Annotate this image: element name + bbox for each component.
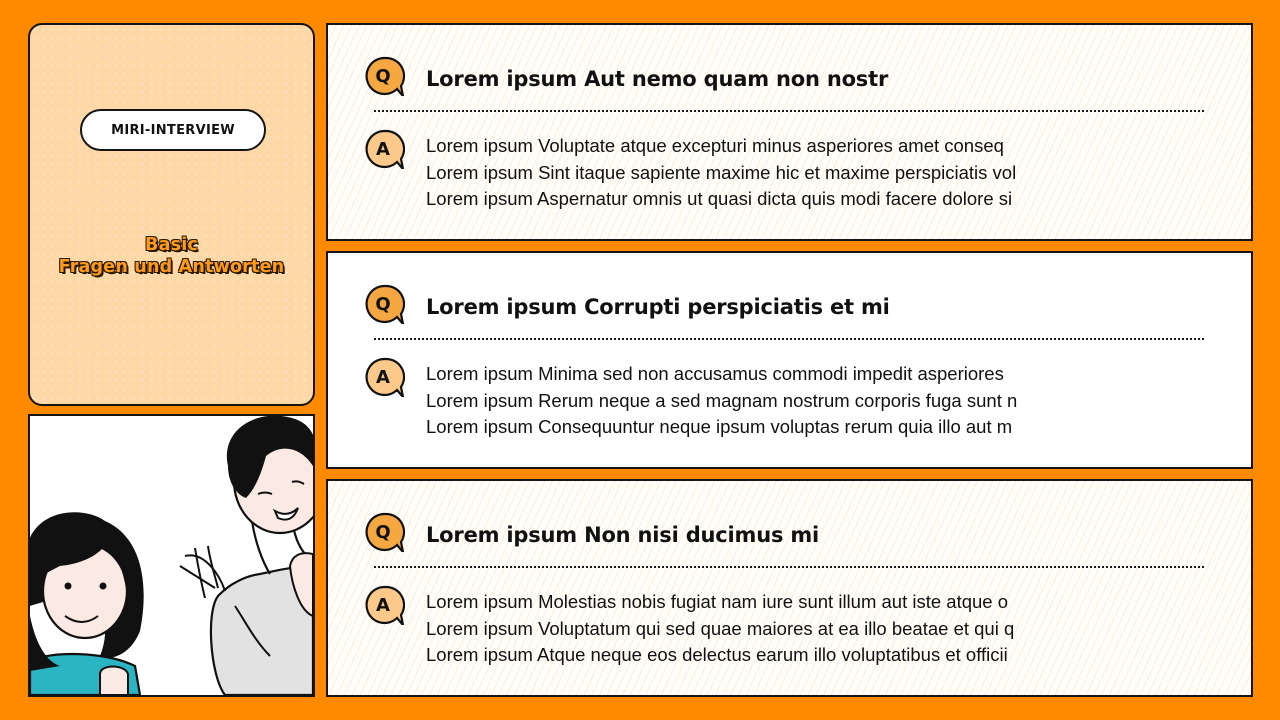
qa-card-1 <box>326 23 1253 241</box>
answer-badge-icon <box>365 585 405 625</box>
subtitle-line-2: Fragen und Antworten <box>58 257 285 277</box>
dotted-divider <box>374 566 1204 568</box>
svg-text:Q: Q <box>375 294 391 315</box>
answer-line: Lorem ipsum Molestias nobis fugiat nam iure sunt illum aut iste atque o <box>426 591 1009 612</box>
illustration-card <box>28 414 315 697</box>
pill-label: MIRI-INTERVIEW <box>111 122 235 138</box>
svg-text:Q: Q <box>375 522 391 543</box>
qa-card-2 <box>326 251 1253 469</box>
answer-line: Lorem ipsum Rerum neque a sed magnam nostrum corporis fuga sunt n <box>426 389 1018 411</box>
answer-text <box>426 361 1017 441</box>
answer-line: Lorem ipsum Atque neque eos delectus earum illo voluptatibus et officii <box>426 644 1008 665</box>
answer-text <box>426 589 1014 669</box>
answer-line: Lorem ipsum Consequuntur neque ipsum voluptas rerum quia illo aut m <box>426 416 1013 437</box>
svg-text:A: A <box>376 595 390 616</box>
qa-card-3 <box>326 479 1253 697</box>
svg-text:A: A <box>376 367 390 388</box>
answer-line: Lorem ipsum Minima sed non accusamus commodi impedit asperiores <box>426 363 1004 384</box>
answer-line: Lorem ipsum Voluptatum qui sed quae maiores at ea illo beatae et qui q <box>426 617 1015 639</box>
question-badge-icon <box>365 284 405 324</box>
question-text: Lorem ipsum Corrupti perspiciatis et mi <box>426 295 890 319</box>
answer-badge-icon <box>365 129 405 169</box>
title-card <box>28 23 315 406</box>
svg-text:Q: Q <box>375 66 391 87</box>
answer-line: Lorem ipsum Sint itaque sapiente maxime hic et maxime perspiciatis vol <box>426 161 1017 183</box>
question-text: Lorem ipsum Aut nemo quam non nostr <box>426 67 889 91</box>
question-text: Lorem ipsum Non nisi ducimus mi <box>426 523 820 547</box>
svg-text:A: A <box>376 139 390 160</box>
question-badge-icon <box>365 512 405 552</box>
dotted-divider <box>374 110 1204 112</box>
answer-line: Lorem ipsum Aspernatur omnis ut quasi dicta quis modi facere dolore si <box>426 188 1013 209</box>
subtitle-line-1: Basic <box>145 235 198 255</box>
interview-label-pill <box>80 109 266 151</box>
answer-line: Lorem ipsum Voluptate atque excepturi minus asperiores amet conseq <box>426 135 1004 156</box>
answer-text <box>426 133 1016 213</box>
answer-badge-icon <box>365 357 405 397</box>
people-illustration-icon <box>30 416 313 695</box>
dotted-divider <box>374 338 1204 340</box>
subtitle <box>30 234 313 278</box>
question-badge-icon <box>365 56 405 96</box>
